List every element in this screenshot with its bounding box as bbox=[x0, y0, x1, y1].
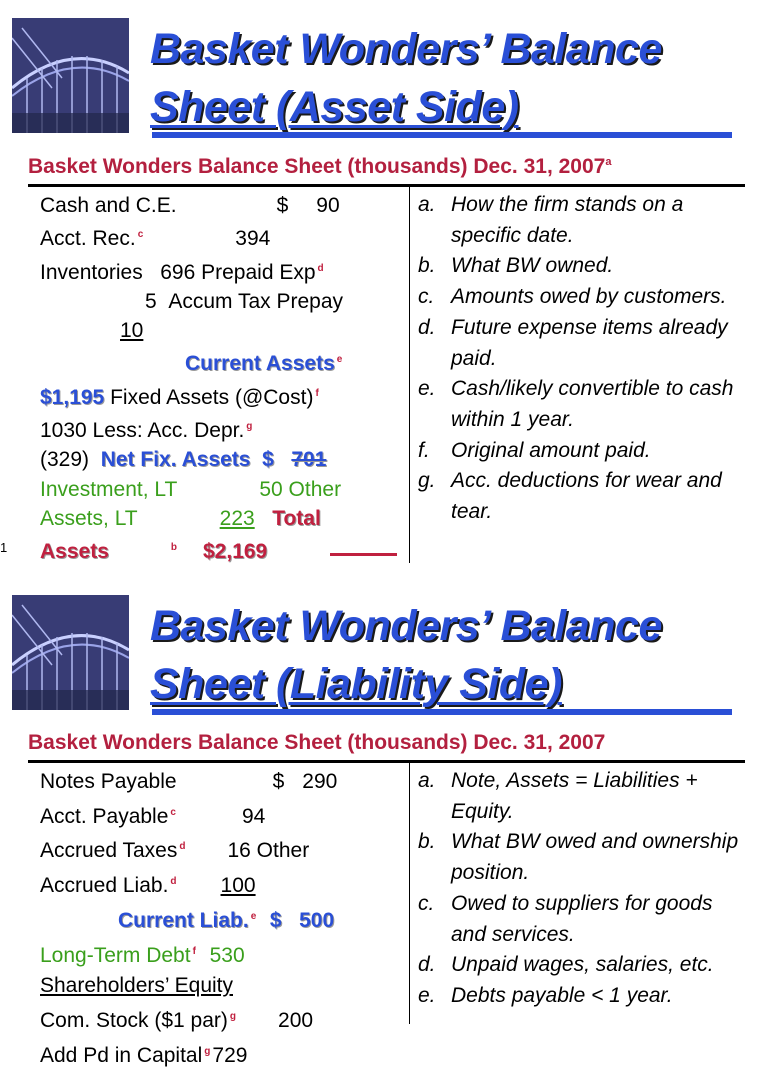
slide1-notes bbox=[418, 190, 748, 528]
slide1-note-c bbox=[418, 282, 748, 313]
slide1-title bbox=[150, 20, 750, 136]
liab-stock-label: Com. Stock ($1 par) bbox=[40, 1008, 228, 1032]
liab-capital-label: Add Pd in Capital bbox=[40, 1043, 203, 1067]
note-letter: e. bbox=[418, 983, 436, 1007]
note-letter: d. bbox=[418, 315, 436, 339]
asset-receivables-mark: c bbox=[137, 229, 144, 241]
liab-line-equity-heading bbox=[40, 971, 400, 1002]
note-letter: d. bbox=[418, 953, 436, 977]
note-text: Owed to suppliers for goods and services. bbox=[451, 891, 713, 946]
note-letter: c. bbox=[418, 891, 435, 915]
asset-cash-value: 90 bbox=[316, 194, 340, 217]
note-text: Cash/likely convertible to cash within 1 year. bbox=[451, 377, 734, 431]
slide1-title-line1: Basket Wonders’ Balance bbox=[150, 25, 662, 73]
note-text: Note, Assets = Liabilities + Equity. bbox=[451, 769, 698, 823]
note-text: Unpaid wages, salaries, etc. bbox=[451, 953, 714, 977]
slide1-note-a bbox=[418, 190, 748, 251]
note-text: Debts payable < 1 year. bbox=[451, 983, 673, 1007]
liab-taxes-label: Accrued Taxes bbox=[40, 839, 178, 863]
asset-fixed-assets-mark: f bbox=[315, 387, 319, 399]
asset-line-depreciation bbox=[40, 412, 400, 445]
slide2-liability-lines bbox=[40, 767, 400, 1071]
page-number: 1 bbox=[0, 540, 8, 555]
note-text: How the firm stands on a specific date. bbox=[451, 193, 684, 247]
slide1-note-b bbox=[418, 251, 748, 282]
liab-line-accrued-liab bbox=[40, 867, 400, 902]
asset-receivables-value: 394 bbox=[235, 227, 271, 251]
slide1-note-d bbox=[418, 313, 748, 374]
liab-stock-mark: g bbox=[229, 1010, 237, 1022]
note-letter: a. bbox=[418, 193, 436, 216]
liab-equity-heading: Shareholders’ Equity bbox=[40, 974, 233, 998]
slide1-note-e bbox=[418, 374, 748, 435]
asset-other-label: Assets, LT bbox=[40, 506, 138, 530]
asset-net-fixed-dollar: $ bbox=[262, 448, 274, 472]
asset-total-mark: b bbox=[170, 542, 177, 554]
asset-line-net-fixed bbox=[40, 445, 400, 474]
liab-ltd-value: 530 bbox=[209, 943, 245, 967]
asset-inventories-value: 696 Prepaid Exp bbox=[160, 260, 316, 284]
asset-depreciation-value: (329) bbox=[40, 448, 90, 472]
slide1-column-divider bbox=[409, 187, 410, 563]
asset-net-fixed-label: Net Fix. Assets bbox=[100, 448, 251, 472]
asset-line-cash bbox=[40, 191, 400, 220]
liab-taxes-mark: d bbox=[179, 841, 186, 853]
asset-receivables-label: Acct. Rec. bbox=[40, 227, 136, 251]
slide1-note-f bbox=[418, 436, 748, 467]
asset-current-assets-value: $1,195 bbox=[40, 385, 105, 409]
liab-payable-mark: c bbox=[170, 806, 176, 818]
liab-line-current-liab bbox=[40, 902, 400, 937]
slide2-note-e bbox=[418, 981, 748, 1012]
bridge-logo-image bbox=[12, 18, 129, 133]
liab-accrued-value: 100 bbox=[220, 874, 256, 898]
liab-taxes-value: 16 Other bbox=[227, 839, 310, 863]
note-text: Original amount paid. bbox=[451, 438, 651, 462]
note-letter: a. bbox=[418, 769, 436, 792]
slide1-subheading-mark: a bbox=[605, 156, 612, 168]
slide2-note-b bbox=[418, 827, 748, 888]
liab-line-common-stock bbox=[40, 1002, 400, 1037]
slide1-total-underline bbox=[330, 553, 397, 556]
liab-notes-dollar: $ bbox=[272, 770, 285, 793]
note-letter: c. bbox=[418, 285, 435, 309]
liab-stock-value: 200 bbox=[278, 1008, 314, 1032]
asset-tax-prepay-value: 10 bbox=[120, 319, 144, 343]
note-text: Future expense items already paid. bbox=[451, 315, 728, 370]
asset-cash-label: Cash and C.E. bbox=[40, 194, 177, 217]
asset-total-label-2: Assets bbox=[40, 540, 109, 564]
slide1-top-rule bbox=[28, 184, 745, 187]
slide1-subheading bbox=[28, 155, 611, 179]
slide2-title bbox=[150, 597, 750, 713]
asset-fixed-assets-label: Fixed Assets (@Cost) bbox=[110, 385, 314, 409]
bridge-icon bbox=[12, 595, 129, 710]
note-letter: g. bbox=[418, 469, 436, 493]
liab-capital-value: 729 bbox=[212, 1043, 248, 1067]
note-letter: b. bbox=[418, 254, 436, 278]
asset-line-fixed-assets bbox=[40, 379, 400, 412]
asset-line-current-assets bbox=[40, 345, 400, 378]
asset-total-label-1: Total bbox=[272, 506, 321, 530]
asset-line-prepaid bbox=[40, 287, 400, 316]
liab-ltd-label: Long-Term Debt bbox=[40, 943, 191, 967]
liab-line-notes-payable bbox=[40, 767, 400, 798]
liab-line-paid-in-capital bbox=[40, 1037, 400, 1071]
liab-current-label: Current Liab. bbox=[118, 908, 249, 932]
liab-notes-label: Notes Payable bbox=[40, 770, 177, 793]
asset-current-assets-label: Current Assets bbox=[185, 352, 335, 376]
asset-depreciation-mark: g bbox=[246, 421, 253, 433]
asset-net-fixed-value: 701 bbox=[291, 448, 327, 472]
asset-line-inventories bbox=[40, 254, 400, 287]
liab-notes-value: 290 bbox=[302, 770, 338, 793]
slide2-subheading: Basket Wonders Balance Sheet (thousands) Dec. 31, 2007 bbox=[28, 731, 606, 754]
liab-payable-label: Acct. Payable bbox=[40, 804, 169, 828]
asset-line-tax-prepay bbox=[40, 316, 400, 345]
note-text: Acc. deductions for wear and tear. bbox=[451, 469, 722, 524]
note-letter: e. bbox=[418, 377, 436, 401]
asset-prepaid-value: 5 bbox=[145, 289, 157, 313]
asset-line-receivables bbox=[40, 220, 400, 253]
liab-line-accrued-taxes bbox=[40, 832, 400, 867]
slide2-note-d bbox=[418, 950, 748, 981]
liab-payable-value: 94 bbox=[241, 804, 266, 828]
asset-depreciation-label: 1030 Less: Acc. Depr. bbox=[40, 419, 245, 443]
slide2-title-underline bbox=[152, 709, 732, 715]
slide2-title-line2: Sheet (Liability Side) bbox=[150, 660, 562, 708]
note-text: What BW owned. bbox=[451, 254, 614, 278]
liab-line-accounts-payable bbox=[40, 798, 400, 833]
slide2-notes bbox=[418, 766, 748, 1012]
note-text: Amounts owed by customers. bbox=[451, 285, 727, 309]
asset-inventories-label: Inventories bbox=[40, 260, 143, 284]
note-text: What BW owed and ownership position. bbox=[451, 830, 739, 885]
slide2-column-divider bbox=[409, 763, 410, 1024]
asset-tax-prepay-label: Accum Tax Prepay bbox=[168, 289, 344, 313]
slide1-asset-lines bbox=[40, 191, 400, 567]
bridge-logo-image-2 bbox=[12, 595, 129, 710]
liab-current-value: 500 bbox=[299, 908, 335, 932]
asset-line-other-assets bbox=[40, 504, 400, 533]
bridge-icon bbox=[12, 18, 129, 133]
slide1-note-g bbox=[418, 466, 748, 527]
asset-cash-dollar: $ bbox=[276, 194, 289, 217]
asset-prepaid-mark: d bbox=[317, 262, 324, 274]
liab-ltd-mark: f bbox=[192, 945, 196, 957]
slide1-title-line2: Sheet (Asset Side) bbox=[150, 83, 519, 131]
liab-current-mark: e bbox=[250, 910, 257, 922]
liab-capital-mark: g bbox=[204, 1045, 211, 1057]
liab-accrued-mark: d bbox=[170, 876, 177, 888]
liab-accrued-label: Accrued Liab. bbox=[40, 874, 169, 898]
slide2-top-rule bbox=[28, 760, 745, 763]
asset-investment-value: 50 Other bbox=[259, 477, 342, 501]
asset-investment-label: Investment, LT bbox=[40, 477, 178, 501]
slide2-title-line1: Basket Wonders’ Balance bbox=[150, 602, 662, 650]
asset-line-total bbox=[40, 533, 400, 566]
asset-line-investment bbox=[40, 475, 400, 504]
asset-current-assets-mark: e bbox=[336, 354, 343, 366]
slide1-title-underline bbox=[152, 132, 732, 138]
note-letter: f. bbox=[418, 438, 430, 462]
slide2-note-c bbox=[418, 889, 748, 950]
slide2-note-a bbox=[418, 766, 748, 827]
liab-current-dollar: $ bbox=[269, 908, 282, 932]
note-letter: b. bbox=[418, 830, 436, 854]
liab-line-long-term-debt bbox=[40, 937, 400, 972]
asset-total-value: $2,169 bbox=[203, 540, 268, 564]
slide1-subheading-text: Basket Wonders Balance Sheet (thousands) Dec. 31, 2007 bbox=[28, 155, 606, 178]
asset-other-value: 223 bbox=[219, 506, 255, 530]
